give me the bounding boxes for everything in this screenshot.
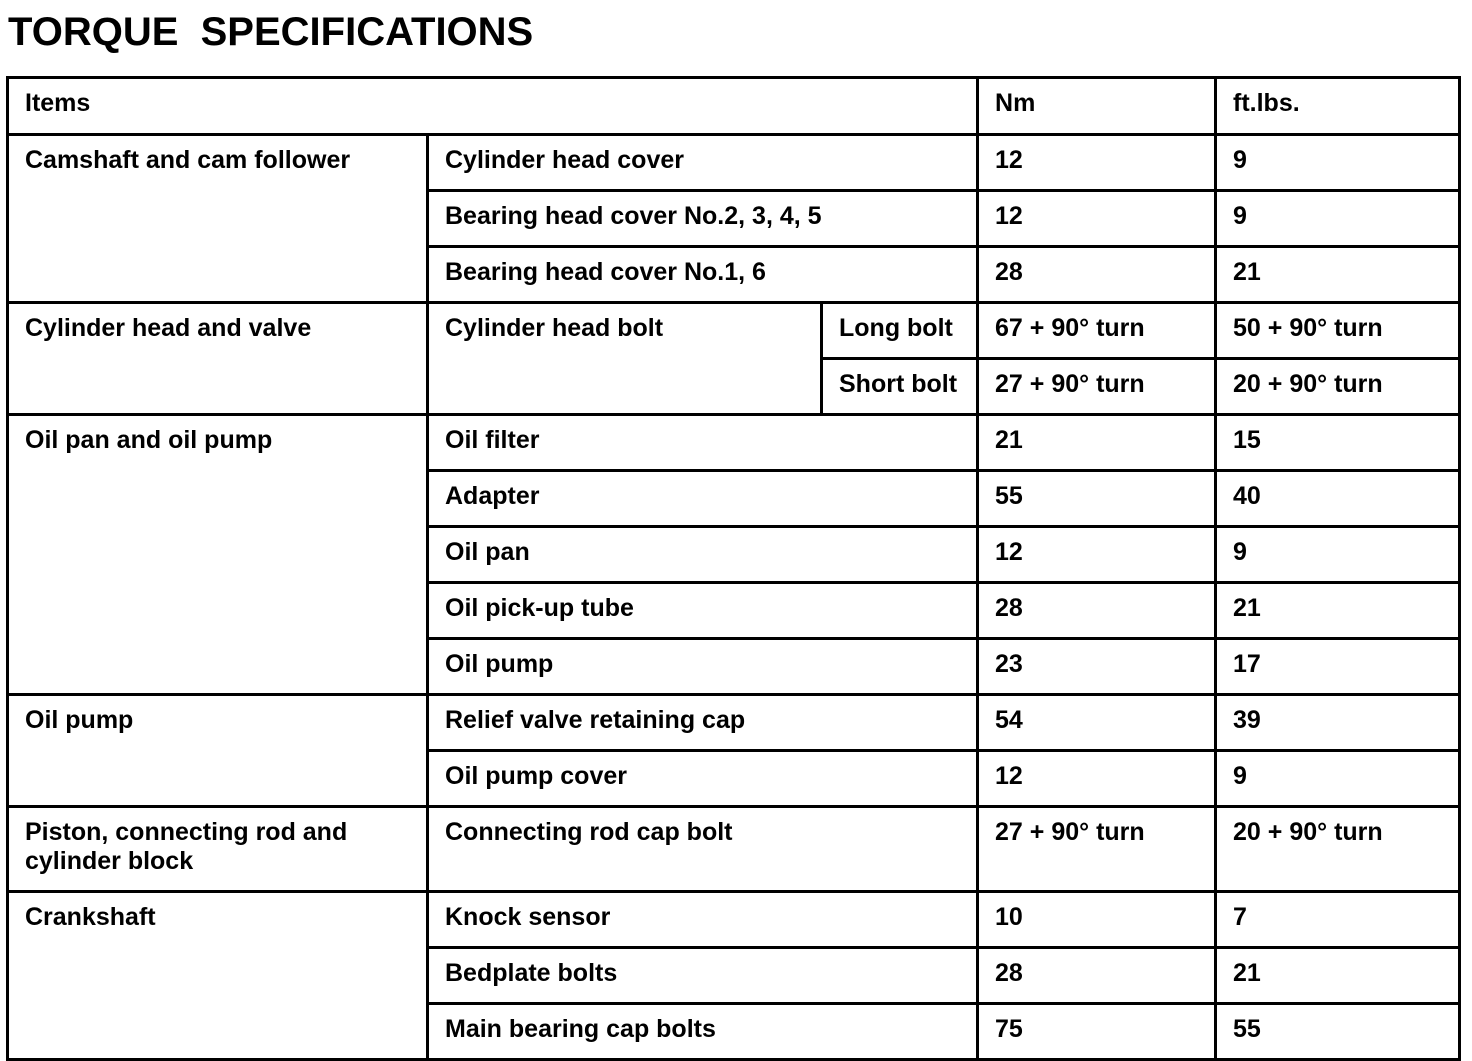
group-name-piston: Piston, connecting rod and cylinder block xyxy=(8,807,428,892)
ftlbs-cell: 9 xyxy=(1216,751,1460,807)
ftlbs-cell: 9 xyxy=(1216,191,1460,247)
table-row xyxy=(8,807,1460,892)
nm-cell: 21 xyxy=(978,415,1216,471)
header-nm: Nm xyxy=(978,78,1216,135)
item-cell: Cylinder head bolt xyxy=(428,303,822,415)
nm-cell: 55 xyxy=(978,471,1216,527)
nm-cell: 28 xyxy=(978,583,1216,639)
ftlbs-cell: 20 + 90° turn xyxy=(1216,807,1460,892)
header-row xyxy=(8,78,1460,135)
group-name-oil-pump: Oil pump xyxy=(8,695,428,807)
nm-cell: 28 xyxy=(978,247,1216,303)
header-items: Items xyxy=(8,78,978,135)
nm-cell: 75 xyxy=(978,1004,1216,1060)
ftlbs-cell: 40 xyxy=(1216,471,1460,527)
item-cell: Oil filter xyxy=(428,415,978,471)
item-cell: Knock sensor xyxy=(428,892,978,948)
item-cell: Relief valve retaining cap xyxy=(428,695,978,751)
group-name-camshaft: Camshaft and cam follower xyxy=(8,135,428,303)
nm-cell: 27 + 90° turn xyxy=(978,807,1216,892)
item-cell: Main bearing cap bolts xyxy=(428,1004,978,1060)
group-name-cylinder-head: Cylinder head and valve xyxy=(8,303,428,415)
sub-item-cell: Short bolt xyxy=(822,359,978,415)
nm-cell: 27 + 90° turn xyxy=(978,359,1216,415)
nm-cell: 12 xyxy=(978,527,1216,583)
table-row xyxy=(8,415,1460,471)
table-row xyxy=(8,892,1460,948)
ftlbs-cell: 9 xyxy=(1216,527,1460,583)
item-cell: Connecting rod cap bolt xyxy=(428,807,978,892)
nm-cell: 12 xyxy=(978,135,1216,191)
item-cell: Oil pump cover xyxy=(428,751,978,807)
item-cell: Oil pump xyxy=(428,639,978,695)
ftlbs-cell: 39 xyxy=(1216,695,1460,751)
nm-cell: 10 xyxy=(978,892,1216,948)
item-cell: Adapter xyxy=(428,471,978,527)
ftlbs-cell: 7 xyxy=(1216,892,1460,948)
table-row xyxy=(8,303,1460,359)
item-cell: Oil pan xyxy=(428,527,978,583)
ftlbs-cell: 50 + 90° turn xyxy=(1216,303,1460,359)
ftlbs-cell: 21 xyxy=(1216,583,1460,639)
ftlbs-cell: 20 + 90° turn xyxy=(1216,359,1460,415)
ftlbs-cell: 21 xyxy=(1216,247,1460,303)
torque-specifications-table xyxy=(6,76,1461,1061)
table-row xyxy=(8,135,1460,191)
header-ftlbs: ft.lbs. xyxy=(1216,78,1460,135)
ftlbs-cell: 55 xyxy=(1216,1004,1460,1060)
group-name-oil-pan: Oil pan and oil pump xyxy=(8,415,428,695)
ftlbs-cell: 21 xyxy=(1216,948,1460,1004)
item-cell: Bearing head cover No.1, 6 xyxy=(428,247,978,303)
nm-cell: 28 xyxy=(978,948,1216,1004)
nm-cell: 54 xyxy=(978,695,1216,751)
ftlbs-cell: 15 xyxy=(1216,415,1460,471)
nm-cell: 23 xyxy=(978,639,1216,695)
item-cell: Bearing head cover No.2, 3, 4, 5 xyxy=(428,191,978,247)
ftlbs-cell: 17 xyxy=(1216,639,1460,695)
group-name-crankshaft: Crankshaft xyxy=(8,892,428,1060)
nm-cell: 12 xyxy=(978,191,1216,247)
ftlbs-cell: 9 xyxy=(1216,135,1460,191)
nm-cell: 67 + 90° turn xyxy=(978,303,1216,359)
table-row xyxy=(8,695,1460,751)
sub-item-cell: Long bolt xyxy=(822,303,978,359)
item-cell: Bedplate bolts xyxy=(428,948,978,1004)
nm-cell: 12 xyxy=(978,751,1216,807)
page-title: TORQUE SPECIFICATIONS xyxy=(8,10,534,54)
item-cell: Cylinder head cover xyxy=(428,135,978,191)
item-cell: Oil pick-up tube xyxy=(428,583,978,639)
